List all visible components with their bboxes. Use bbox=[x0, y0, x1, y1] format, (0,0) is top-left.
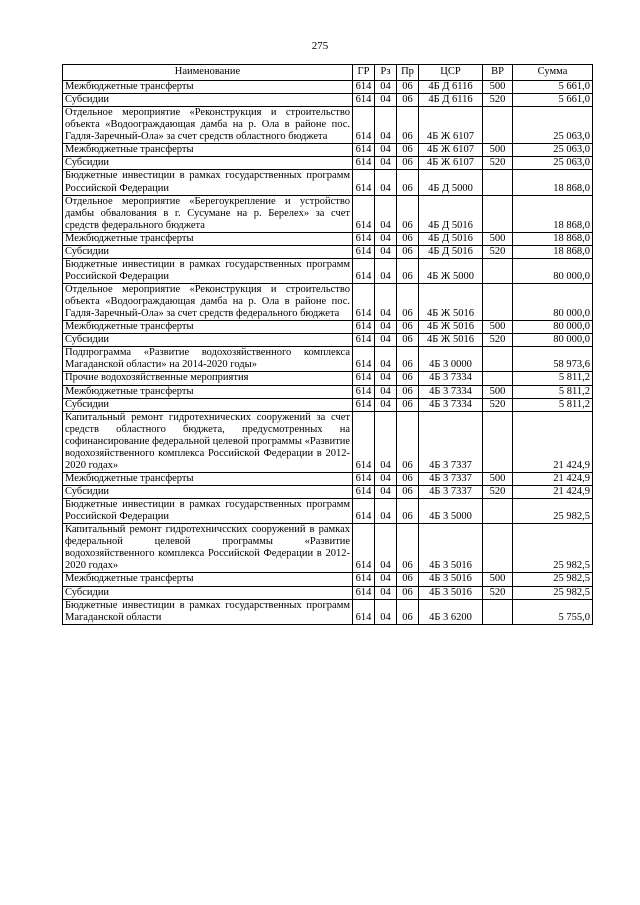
cell-sum: 80 000,0 bbox=[513, 284, 593, 321]
table-row bbox=[63, 144, 593, 157]
cell-vr: 520 bbox=[483, 245, 513, 258]
cell-vr: 500 bbox=[483, 232, 513, 245]
table-row bbox=[63, 334, 593, 347]
cell-gr: 614 bbox=[353, 586, 375, 599]
cell-rz: 04 bbox=[375, 599, 397, 624]
cell-csr: 4Б 3 5000 bbox=[419, 499, 483, 524]
cell-rz: 04 bbox=[375, 499, 397, 524]
cell-vr: 520 bbox=[483, 334, 513, 347]
cell-rz: 04 bbox=[375, 245, 397, 258]
cell-name: Бюджетные инвестиции в рамках государственных программ Российской Федерации bbox=[63, 499, 353, 524]
cell-name: Межбюджетные трансферты bbox=[63, 232, 353, 245]
cell-vr bbox=[483, 411, 513, 472]
cell-pr: 06 bbox=[397, 573, 419, 586]
cell-pr: 06 bbox=[397, 372, 419, 385]
cell-vr: 500 bbox=[483, 385, 513, 398]
cell-csr: 4Б 3 7337 bbox=[419, 472, 483, 485]
cell-csr: 4Б Ж 6107 bbox=[419, 144, 483, 157]
cell-rz: 04 bbox=[375, 107, 397, 144]
cell-vr: 520 bbox=[483, 94, 513, 107]
cell-csr: 4Б 3 7334 bbox=[419, 372, 483, 385]
cell-name: Субсидии bbox=[63, 486, 353, 499]
cell-rz: 04 bbox=[375, 81, 397, 94]
cell-gr: 614 bbox=[353, 81, 375, 94]
cell-csr: 4Б 3 0000 bbox=[419, 347, 483, 372]
cell-name: Бюджетные инвестиции в рамках государственных программ Российской Федерации bbox=[63, 258, 353, 283]
cell-name: Межбюджетные трансферты bbox=[63, 321, 353, 334]
cell-sum: 25 063,0 bbox=[513, 157, 593, 170]
cell-gr: 614 bbox=[353, 284, 375, 321]
cell-vr bbox=[483, 499, 513, 524]
cell-csr: 4Б Д 5016 bbox=[419, 232, 483, 245]
cell-sum: 18 868,0 bbox=[513, 232, 593, 245]
cell-rz: 04 bbox=[375, 157, 397, 170]
header-rz: Рз bbox=[375, 65, 397, 81]
cell-sum: 18 868,0 bbox=[513, 195, 593, 232]
cell-rz: 04 bbox=[375, 321, 397, 334]
table-row bbox=[63, 398, 593, 411]
cell-sum: 25 982,5 bbox=[513, 586, 593, 599]
cell-rz: 04 bbox=[375, 385, 397, 398]
cell-rz: 04 bbox=[375, 411, 397, 472]
cell-name: Субсидии bbox=[63, 334, 353, 347]
cell-pr: 06 bbox=[397, 334, 419, 347]
cell-vr bbox=[483, 258, 513, 283]
table-row bbox=[63, 372, 593, 385]
cell-name: Субсидии bbox=[63, 586, 353, 599]
cell-pr: 06 bbox=[397, 398, 419, 411]
cell-name: Субсидии bbox=[63, 245, 353, 258]
table-body bbox=[63, 81, 593, 625]
cell-vr: 500 bbox=[483, 144, 513, 157]
cell-sum: 58 973,6 bbox=[513, 347, 593, 372]
cell-name: Межбюджетные трансферты bbox=[63, 573, 353, 586]
cell-name: Подпрограмма «Развитие водохозяйственного комплекса Магаданской области» на 2014-2020 годы» bbox=[63, 347, 353, 372]
cell-vr: 500 bbox=[483, 321, 513, 334]
cell-csr: 4Б Ж 5000 bbox=[419, 258, 483, 283]
table-row bbox=[63, 524, 593, 573]
cell-gr: 614 bbox=[353, 398, 375, 411]
cell-gr: 614 bbox=[353, 195, 375, 232]
cell-vr: 520 bbox=[483, 486, 513, 499]
cell-csr: 4Б 3 5016 bbox=[419, 573, 483, 586]
cell-name: Субсидии bbox=[63, 157, 353, 170]
cell-gr: 614 bbox=[353, 347, 375, 372]
cell-name: Капитальный ремонт гидротехнических сооружений за счет средств областного бюджета, предусмотренных на софинансирование федеральной целевой программы «Развитие водохозяйственного комплекса Российской Федерации в 2012-2020 годах» bbox=[63, 411, 353, 472]
cell-pr: 06 bbox=[397, 321, 419, 334]
table-row bbox=[63, 411, 593, 472]
cell-vr bbox=[483, 170, 513, 195]
table-row bbox=[63, 347, 593, 372]
cell-sum: 5 661,0 bbox=[513, 81, 593, 94]
cell-pr: 06 bbox=[397, 599, 419, 624]
cell-sum: 25 063,0 bbox=[513, 107, 593, 144]
cell-rz: 04 bbox=[375, 347, 397, 372]
cell-gr: 614 bbox=[353, 573, 375, 586]
cell-gr: 614 bbox=[353, 94, 375, 107]
table-row bbox=[63, 94, 593, 107]
cell-sum: 21 424,9 bbox=[513, 472, 593, 485]
cell-rz: 04 bbox=[375, 524, 397, 573]
cell-name: Межбюджетные трансферты bbox=[63, 385, 353, 398]
page-number: 275 bbox=[311, 40, 329, 52]
cell-name: Субсидии bbox=[63, 398, 353, 411]
cell-rz: 04 bbox=[375, 334, 397, 347]
cell-pr: 06 bbox=[397, 586, 419, 599]
header-vr: ВР bbox=[483, 65, 513, 81]
cell-csr: 4Б Д 5016 bbox=[419, 245, 483, 258]
cell-vr: 500 bbox=[483, 81, 513, 94]
cell-csr: 4Б Ж 5016 bbox=[419, 284, 483, 321]
table-row bbox=[63, 81, 593, 94]
cell-name: Межбюджетные трансферты bbox=[63, 472, 353, 485]
cell-csr: 4Б Д 5016 bbox=[419, 195, 483, 232]
cell-pr: 06 bbox=[397, 284, 419, 321]
cell-rz: 04 bbox=[375, 284, 397, 321]
cell-sum: 25 063,0 bbox=[513, 144, 593, 157]
cell-gr: 614 bbox=[353, 321, 375, 334]
cell-csr: 4Б 3 5016 bbox=[419, 524, 483, 573]
cell-csr: 4Б Ж 6107 bbox=[419, 107, 483, 144]
cell-gr: 614 bbox=[353, 107, 375, 144]
cell-name: Субсидии bbox=[63, 94, 353, 107]
cell-gr: 614 bbox=[353, 499, 375, 524]
cell-rz: 04 bbox=[375, 195, 397, 232]
cell-pr: 06 bbox=[397, 472, 419, 485]
cell-rz: 04 bbox=[375, 258, 397, 283]
cell-csr: 4Б Ж 6107 bbox=[419, 157, 483, 170]
cell-name: Межбюджетные трансферты bbox=[63, 81, 353, 94]
table-row bbox=[63, 599, 593, 624]
cell-pr: 06 bbox=[397, 499, 419, 524]
cell-vr: 520 bbox=[483, 398, 513, 411]
cell-csr: 4Б 3 7337 bbox=[419, 486, 483, 499]
cell-gr: 614 bbox=[353, 245, 375, 258]
cell-vr: 520 bbox=[483, 586, 513, 599]
table-row bbox=[63, 258, 593, 283]
cell-pr: 06 bbox=[397, 170, 419, 195]
cell-name: Прочие водохозяйственные мероприятия bbox=[63, 372, 353, 385]
cell-pr: 06 bbox=[397, 144, 419, 157]
cell-pr: 06 bbox=[397, 258, 419, 283]
cell-rz: 04 bbox=[375, 170, 397, 195]
cell-vr bbox=[483, 284, 513, 321]
cell-sum: 21 424,9 bbox=[513, 411, 593, 472]
cell-sum: 5 811,2 bbox=[513, 398, 593, 411]
cell-sum: 5 811,2 bbox=[513, 385, 593, 398]
cell-csr: 4Б 3 6200 bbox=[419, 599, 483, 624]
cell-vr bbox=[483, 524, 513, 573]
cell-name: Бюджетные инвестиции в рамках государственных программ Магаданской области bbox=[63, 599, 353, 624]
cell-pr: 06 bbox=[397, 385, 419, 398]
cell-name: Бюджетные инвестиции в рамках государственных программ Российской Федерации bbox=[63, 170, 353, 195]
cell-pr: 06 bbox=[397, 195, 419, 232]
cell-rz: 04 bbox=[375, 472, 397, 485]
cell-gr: 614 bbox=[353, 486, 375, 499]
cell-pr: 06 bbox=[397, 107, 419, 144]
cell-gr: 614 bbox=[353, 258, 375, 283]
cell-sum: 5 811,2 bbox=[513, 372, 593, 385]
cell-csr: 4Б Ж 5016 bbox=[419, 321, 483, 334]
cell-sum: 18 868,0 bbox=[513, 170, 593, 195]
cell-rz: 04 bbox=[375, 232, 397, 245]
cell-sum: 25 982,5 bbox=[513, 499, 593, 524]
cell-rz: 04 bbox=[375, 573, 397, 586]
cell-csr: 4Б Ж 5016 bbox=[419, 334, 483, 347]
cell-csr: 4Б 3 7334 bbox=[419, 385, 483, 398]
cell-rz: 04 bbox=[375, 586, 397, 599]
cell-vr: 520 bbox=[483, 157, 513, 170]
cell-gr: 614 bbox=[353, 385, 375, 398]
cell-name: Отдельное мероприятие «Реконструкция и строительство объекта «Водоограждающая дамба на р. Ола в районе пос. Гадля-Заречный-Ола» за счет средств областного бюджета bbox=[63, 107, 353, 144]
table-row bbox=[63, 499, 593, 524]
cell-vr: 500 bbox=[483, 573, 513, 586]
cell-pr: 06 bbox=[397, 411, 419, 472]
cell-name: Отдельное мероприятие «Реконструкция и строительство объекта «Водоограждающая дамба на р. Ола в районе пос. Гадля-Заречный-Ола» за счет средств федерального бюджета bbox=[63, 284, 353, 321]
cell-csr: 4Б 3 5016 bbox=[419, 586, 483, 599]
table-row bbox=[63, 486, 593, 499]
cell-gr: 614 bbox=[353, 170, 375, 195]
cell-gr: 614 bbox=[353, 334, 375, 347]
cell-vr bbox=[483, 195, 513, 232]
cell-pr: 06 bbox=[397, 81, 419, 94]
cell-sum: 80 000,0 bbox=[513, 258, 593, 283]
header-name: Наименование bbox=[63, 65, 353, 81]
table-row bbox=[63, 157, 593, 170]
cell-gr: 614 bbox=[353, 411, 375, 472]
cell-csr: 4Б 3 7337 bbox=[419, 411, 483, 472]
cell-sum: 18 868,0 bbox=[513, 245, 593, 258]
cell-rz: 04 bbox=[375, 372, 397, 385]
table-row bbox=[63, 107, 593, 144]
cell-sum: 80 000,0 bbox=[513, 321, 593, 334]
cell-sum: 5 755,0 bbox=[513, 599, 593, 624]
cell-sum: 5 661,0 bbox=[513, 94, 593, 107]
cell-rz: 04 bbox=[375, 486, 397, 499]
cell-vr bbox=[483, 372, 513, 385]
cell-gr: 614 bbox=[353, 232, 375, 245]
cell-rz: 04 bbox=[375, 398, 397, 411]
cell-gr: 614 bbox=[353, 524, 375, 573]
cell-sum: 21 424,9 bbox=[513, 486, 593, 499]
budget-table bbox=[62, 64, 593, 625]
cell-csr: 4Б Д 6116 bbox=[419, 94, 483, 107]
cell-pr: 06 bbox=[397, 94, 419, 107]
cell-gr: 614 bbox=[353, 472, 375, 485]
header-csr: ЦСР bbox=[419, 65, 483, 81]
cell-vr: 500 bbox=[483, 472, 513, 485]
cell-pr: 06 bbox=[397, 157, 419, 170]
cell-csr: 4Б 3 7334 bbox=[419, 398, 483, 411]
cell-rz: 04 bbox=[375, 144, 397, 157]
table-row bbox=[63, 170, 593, 195]
cell-gr: 614 bbox=[353, 157, 375, 170]
cell-gr: 614 bbox=[353, 372, 375, 385]
table-row bbox=[63, 245, 593, 258]
cell-sum: 25 982,5 bbox=[513, 573, 593, 586]
header-sum: Сумма bbox=[513, 65, 593, 81]
cell-pr: 06 bbox=[397, 232, 419, 245]
table-row bbox=[63, 321, 593, 334]
table-row bbox=[63, 284, 593, 321]
table-row bbox=[63, 385, 593, 398]
table-row bbox=[63, 573, 593, 586]
cell-gr: 614 bbox=[353, 144, 375, 157]
table-header-row bbox=[63, 65, 593, 81]
cell-gr: 614 bbox=[353, 599, 375, 624]
cell-csr: 4Б Д 5000 bbox=[419, 170, 483, 195]
cell-sum: 80 000,0 bbox=[513, 334, 593, 347]
cell-pr: 06 bbox=[397, 245, 419, 258]
table-row bbox=[63, 586, 593, 599]
cell-rz: 04 bbox=[375, 94, 397, 107]
cell-pr: 06 bbox=[397, 524, 419, 573]
cell-vr bbox=[483, 599, 513, 624]
cell-name: Отдельное мероприятие «Берегоукрепление и устройство дамбы обвалования в г. Сусумане на р. Берелех» за счет средств федерального бюджета bbox=[63, 195, 353, 232]
cell-pr: 06 bbox=[397, 347, 419, 372]
table-row bbox=[63, 472, 593, 485]
cell-vr bbox=[483, 107, 513, 144]
cell-vr bbox=[483, 347, 513, 372]
header-gr: ГР bbox=[353, 65, 375, 81]
table-row bbox=[63, 195, 593, 232]
cell-name: Капитальный ремонт гидротехничсских сооружений в рамках федеральной целевой программы «Развитие водохозяйственного комплекса Российской Федерации в 2012-2020 годах» bbox=[63, 524, 353, 573]
cell-sum: 25 982,5 bbox=[513, 524, 593, 573]
cell-name: Межбюджетные трансферты bbox=[63, 144, 353, 157]
cell-pr: 06 bbox=[397, 486, 419, 499]
table-row bbox=[63, 232, 593, 245]
header-pr: Пр bbox=[397, 65, 419, 81]
cell-csr: 4Б Д 6116 bbox=[419, 81, 483, 94]
